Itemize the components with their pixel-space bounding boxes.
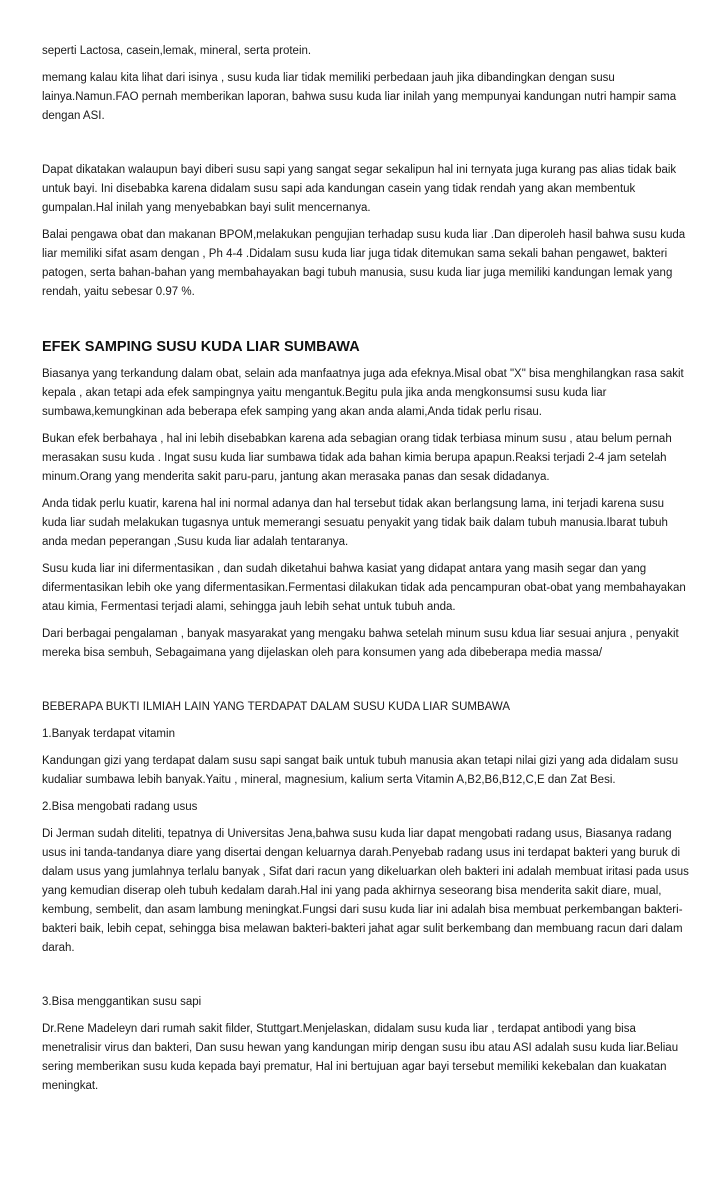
section-heading: EFEK SAMPING SUSU KUDA LIAR SUMBAWA [42,339,360,355]
paragraph-4: Balai pengawa obat dan makanan BPOM,melakukan pengujian terhadap susu kuda liar .Dan diperoleh hasil bahwa susu kuda liar memiliki sifat asam dengan , Ph 4-4 .Didalam susu kuda liar juga tidak ditemukan sama sekali bahan pengawet, bakteri patogen, serta bahan-bahan yang membahayakan bagi tubuh manusia, susu kuda liar juga memiliki kandungan lemak yang rendah, yaitu sebesar 0.97 %. [42,229,686,298]
paragraph-12: Dr.Rene Madeleyn dari rumah sakit filder, Stuttgart.Menjelaskan, didalam susu kuda liar , terdapat antibodi yang bisa menetralisir virus dan bakteri, Dan susu hewan yang kandungan mirip dengan susu ibu atau ASI adalah susu kuda liar.Beliau sering memberikan susu kuda kepada bayi prematur, Hal ini bertujuan agar bayi tersebut memiliki kekebalan dan kuakatan meningkat. [42,1023,679,1092]
paragraph-8: Susu kuda liar ini difermentasikan , dan sudah diketahui bahwa kasiat yang didapat antara yang masih segar dan yang difermentasikan lebih oke yang difermentasikan.Fermentasi dilakukan tidak ada pencampuran obat-obat yang membahayakan atau kimia, Fermentasi terjadi alami, sehingga jauh lebih sehat untuk tubuh anda. [42,563,686,613]
paragraph-10: Kandungan gizi yang terdapat dalam susu sapi sangat baik untuk tubuh manusia akan tetapi nilai gizi yang ada didalam susu kudaliar sumbawa lebih banyak.Yaitu , mineral, magnesium, kalium serta Vitamin A,B2,B6,B12,C,E dan Zat Besi. [42,755,679,786]
paragraph-3: Dapat dikatakan walaupun bayi diberi susu sapi yang sangat segar sekalipun hal ini ternyata juga kurang pas alias tidak baik untuk bayi. Ini disebabka karena didalam susu sapi ada kandungan casein yang tidak rendah yang akan membentuk gumpalan.Hal inilah yang menyebabkan bayi sulit mencernanya. [42,164,677,214]
paragraph-6: Bukan efek berbahaya , hal ini lebih disebabkan karena ada sebagian orang tidak terbiasa minum susu , atau belum pernah merasakan susu kuda . Ingat susu kuda liar sumbawa tidak ada bahan kimia berupa apapun.Reaksi terjadi 2-4 jam setelah minum.Orang yang menderita sakit paru-paru, jantung akan merasaka panas dan sesak didadanya. [42,433,672,483]
paragraph-11: Di Jerman sudah diteliti, tepatnya di Universitas Jena,bahwa susu kuda liar dapat mengobati radang usus, Biasanya radang usus ini tanda-tandanya diare yang disertai dengan keluarnya darah.Penyebab radang usus ini terdapat bakteri yang buruk di dalam usus yang jumlahnya terlalu banyak , Sifat dari racun yang dikeluarkan oleh bakteri ini adalah membuat iritasi pada usus yang kemudian diserap oleh tubuh kedalam darah.Hal ini yang pada akhirnya seseorang bisa menderita sakit diare, mual, kembung, sembelit, dan asam lambung meningkat.Fungsi dari susu kuda liar ini adalah bisa membuat perkembangan bakteri-bakteri baik, lebih cepat, sehingga bisa melawan bakteri-bakteri jahat agar sulit berkembang dan membuang racun dari dalam darah. [42,828,689,954]
list-item-1: 1.Banyak terdapat vitamin [42,728,175,740]
list-item-2: 2.Bisa mengobati radang usus [42,801,198,813]
subsection-heading: BEBERAPA BUKTI ILMIAH LAIN YANG TERDAPAT DALAM SUSU KUDA LIAR SUMBAWA [42,701,511,713]
paragraph-7: Anda tidak perlu kuatir, karena hal ini normal adanya dan hal tersebut tidak akan berlangsung lama, ini terjadi karena susu kuda liar sudah melakukan tugasnya untuk memerangi sesuatu penyakit yang tidak baik dalam tubuh manusia.Ibarat tubuh anda medan peperangan ,Susu kuda liar adalah tentaranya. [42,498,668,548]
paragraph-2: memang kalau kita lihat dari isinya , susu kuda liar tidak memiliki perbedaan jauh jika dibandingkan dengan susu lainya.Namun.FAO pernah memberikan laporan, bahwa susu kuda liar inilah yang mempunyai kandungan nutri hampir sama dengan ASI. [42,72,677,122]
list-item-3: 3.Bisa menggantikan susu sapi [42,996,202,1008]
document-page [42,42,692,1096]
paragraph-5: Biasanya yang terkandung dalam obat, selain ada manfaatnya juga ada efeknya.Misal obat "X" bisa menghilangkan rasa sakit kepala , akan tetapi ada efek sampingnya yaitu mengantuk.Begitu pula jika anda mengkonsumsi susu kuda liar sumbawa,kemungkinan ada beberapa efek samping yang akan anda alami,Anda tidak perlu risau. [42,368,684,418]
paragraph-9: Dari berbagai pengalaman , banyak masyarakat yang mengaku bahwa setelah minum susu kdua liar sesuai anjura , penyakit mereka bisa sembuh, Sebagaimana yang dijelaskan oleh para konsumen yang ada dibeberapa media massa/ [42,628,679,659]
paragraph-1: seperti Lactosa, casein,lemak, mineral, serta protein. [42,45,312,57]
